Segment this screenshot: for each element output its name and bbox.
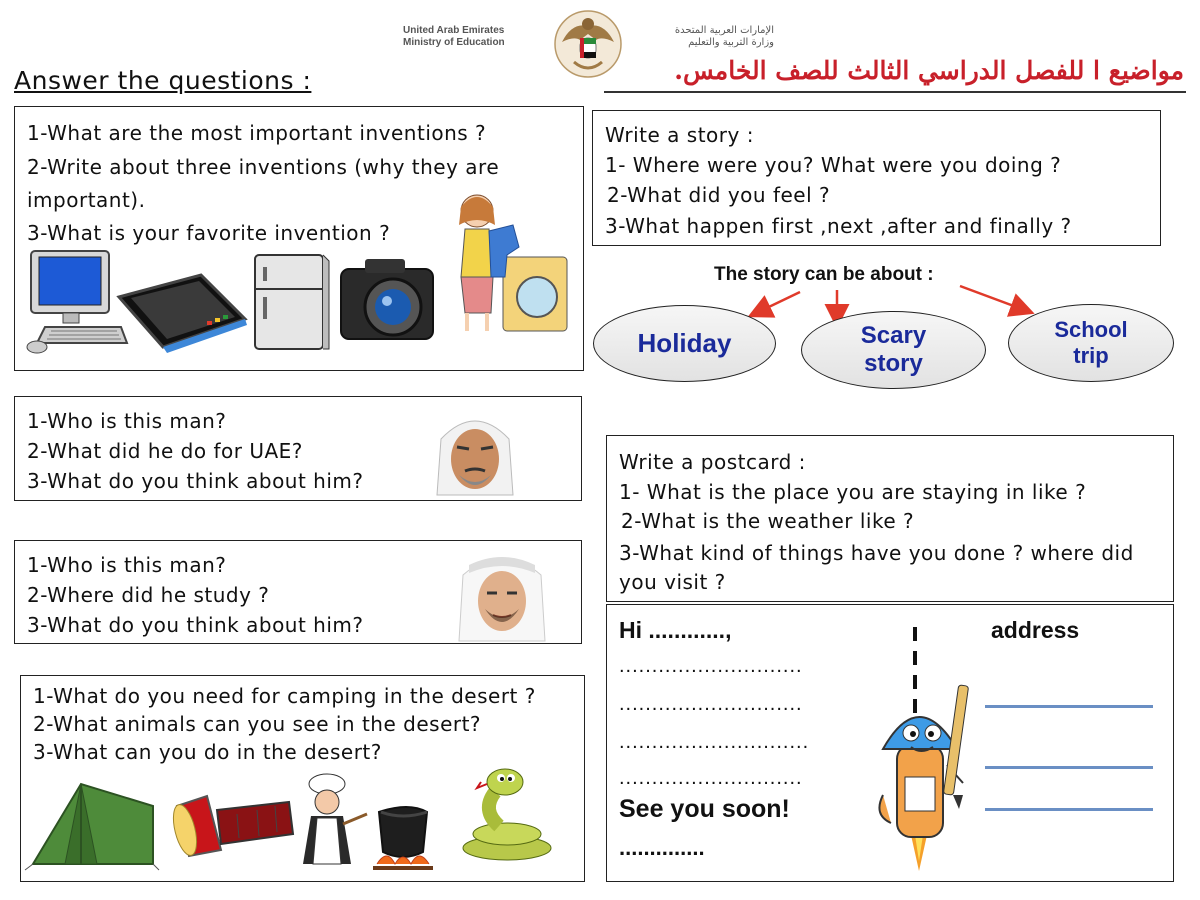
postcard-line-4: ............................ bbox=[619, 767, 803, 789]
ministry-en-line1: United Arab Emirates bbox=[403, 25, 505, 36]
option-holiday-label: Holiday bbox=[637, 328, 732, 358]
address-line-3 bbox=[985, 808, 1153, 811]
inventions-q3: 3-What is your favorite invention ? bbox=[27, 221, 391, 245]
desert-q3: 3-What can you do in the desert? bbox=[33, 740, 382, 764]
postcard-signature: .............. bbox=[619, 835, 705, 860]
woman-laundry-icon bbox=[443, 185, 573, 335]
postcard-q3: 3-What kind of things have you done ? where did bbox=[619, 541, 1134, 565]
option-school-label: School trip bbox=[1054, 317, 1128, 368]
refrigerator-icon bbox=[249, 253, 331, 353]
inventions-q2: 2-Write about three inventions (why they are bbox=[27, 155, 500, 179]
ministry-name-en bbox=[403, 25, 505, 49]
man2-q2: 2-Where did he study ? bbox=[27, 583, 270, 607]
postcard-questions-box bbox=[606, 435, 1174, 602]
address-line-1 bbox=[985, 705, 1153, 708]
story-title: Write a story : bbox=[605, 123, 754, 147]
uae-emblem-icon bbox=[552, 8, 624, 80]
ministry-ar-line1: الإمارات العربية المتحدة bbox=[674, 25, 774, 36]
arrow-to-holiday bbox=[752, 292, 800, 315]
man2-box bbox=[14, 540, 582, 644]
ministry-name-ar bbox=[634, 25, 774, 49]
ministry-en-line2: Ministry of Education bbox=[403, 37, 505, 48]
postcard-closing: See you soon! bbox=[619, 795, 790, 823]
inventions-box bbox=[14, 106, 584, 371]
man2-q1: 1-Who is this man? bbox=[27, 553, 227, 577]
story-q3: 3-What happen first ,next ,after and finally ? bbox=[605, 214, 1072, 238]
postcard-line-1: ............................ bbox=[619, 655, 803, 677]
postcard bbox=[606, 604, 1174, 882]
cooking-chef-icon bbox=[297, 772, 447, 876]
tent-icon bbox=[25, 776, 161, 872]
desert-box bbox=[20, 675, 585, 882]
story-q2: 2-What did you feel ? bbox=[607, 183, 831, 207]
option-school-trip bbox=[1008, 304, 1174, 382]
man2-q3: 3-What do you think about him? bbox=[27, 613, 364, 637]
rocket-mascot-icon bbox=[853, 685, 983, 881]
inventions-q1: 1-What are the most important inventions ? bbox=[27, 121, 487, 145]
page-heading: Answer the questions : bbox=[14, 66, 312, 95]
postcard-line-2: ............................ bbox=[619, 693, 803, 715]
postcard-line-3: ............................. bbox=[619, 731, 810, 753]
postcard-q3-cont: you visit ? bbox=[619, 570, 726, 594]
postcard-q2: 2-What is the weather like ? bbox=[621, 509, 915, 533]
option-scary-story bbox=[801, 311, 986, 389]
smartphone-icon bbox=[111, 267, 251, 357]
postcard-title: Write a postcard : bbox=[619, 450, 806, 474]
story-q1: 1- Where were you? What were you doing ? bbox=[605, 153, 1062, 177]
man2-portrait-icon bbox=[459, 545, 545, 641]
option-holiday bbox=[593, 305, 776, 382]
story-box bbox=[592, 110, 1161, 246]
man1-box bbox=[14, 396, 582, 501]
snake-icon bbox=[451, 762, 563, 866]
postcard-greeting: Hi ............, bbox=[619, 617, 732, 643]
postcard-address-label: address bbox=[991, 617, 1080, 643]
option-scary-label: Scary story bbox=[860, 322, 927, 377]
arrow-to-school bbox=[960, 286, 1030, 312]
camera-icon bbox=[335, 253, 439, 345]
story-about-label: The story can be about : bbox=[714, 264, 934, 285]
title-underline bbox=[604, 91, 1186, 93]
postcard-q1: 1- What is the place you are staying in like ? bbox=[619, 480, 1087, 504]
arabic-title: مواضيع ا للفصل الدراسي الثالث للصف الخامس. bbox=[674, 56, 1184, 85]
ministry-ar-line2: وزارة التربية والتعليم bbox=[688, 37, 774, 48]
inventions-q2-cont: important). bbox=[27, 188, 146, 212]
desert-q2: 2-What animals can you see in the desert? bbox=[33, 712, 482, 736]
address-line-2 bbox=[985, 766, 1153, 769]
flashlight-icon bbox=[167, 792, 297, 860]
man1-q3: 3-What do you think about him? bbox=[27, 469, 364, 493]
man1-portrait-icon bbox=[435, 409, 515, 495]
desert-q1: 1-What do you need for camping in the desert ? bbox=[33, 684, 536, 708]
man1-q2: 2-What did he do for UAE? bbox=[27, 439, 303, 463]
man1-q1: 1-Who is this man? bbox=[27, 409, 227, 433]
